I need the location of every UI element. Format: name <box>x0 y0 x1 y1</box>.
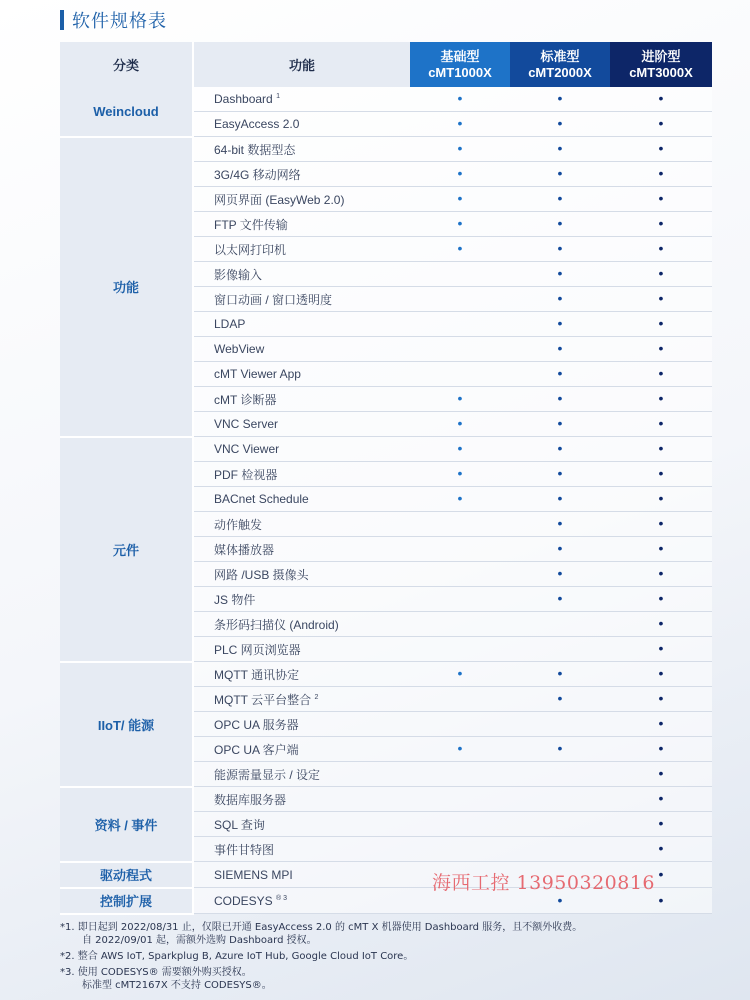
feature-cell <box>193 637 410 662</box>
feature-cell <box>193 837 410 862</box>
feature-cell <box>193 462 410 487</box>
feature-cell <box>193 187 410 212</box>
support-cell <box>610 512 712 537</box>
support-cell <box>510 437 610 462</box>
support-cell <box>510 637 610 662</box>
support-cell <box>510 212 610 237</box>
header-category: 分类 <box>60 42 193 87</box>
support-cell <box>410 812 510 837</box>
support-cell <box>510 362 610 387</box>
support-cell <box>610 362 712 387</box>
title-bar <box>60 9 167 31</box>
feature-label: MQTT 云平台整合 <box>214 692 312 707</box>
feature-cell <box>193 862 410 888</box>
model-name: cMT2000X <box>528 64 592 80</box>
support-cell <box>610 162 712 187</box>
support-dot: • <box>658 115 664 131</box>
support-cell <box>410 537 510 562</box>
support-cell <box>610 637 712 662</box>
support-cell <box>510 387 610 412</box>
support-dot: • <box>457 215 463 231</box>
support-cell <box>510 762 610 787</box>
feature-cell <box>193 587 410 612</box>
feature-label: LDAP <box>214 317 246 331</box>
feature-label: 窗口动画 / 窗口透明度 <box>214 292 333 307</box>
support-dot: • <box>557 690 563 706</box>
support-dot: • <box>557 490 563 506</box>
footnote-marker: *3. <box>60 967 75 978</box>
support-cell <box>410 637 510 662</box>
support-cell <box>410 362 510 387</box>
header-model-standard <box>510 42 610 87</box>
feature-cell <box>193 762 410 787</box>
support-dot: • <box>557 565 563 581</box>
support-dot: • <box>557 90 563 106</box>
feature-cell <box>193 162 410 187</box>
support-dot: • <box>658 665 664 681</box>
support-cell <box>510 237 610 262</box>
support-cell <box>510 537 610 562</box>
support-cell <box>510 612 610 637</box>
header-model-advanced <box>610 42 712 87</box>
support-cell <box>410 387 510 412</box>
feature-cell <box>193 312 410 337</box>
support-cell <box>410 262 510 287</box>
support-cell <box>510 412 610 437</box>
support-cell <box>410 412 510 437</box>
feature-cell <box>193 737 410 762</box>
support-cell <box>610 787 712 812</box>
support-dot: • <box>557 515 563 531</box>
support-cell <box>610 462 712 487</box>
support-cell <box>510 312 610 337</box>
footnote-text: 即日起到 2022/08/31 止，仅限已开通 EasyAccess 2.0 的 cMT X 机器使用 Dashboard 服务，且不额外收费。 <box>77 922 583 933</box>
feature-cell <box>193 812 410 837</box>
support-cell <box>410 762 510 787</box>
support-cell <box>610 237 712 262</box>
support-cell <box>510 187 610 212</box>
feature-label: 影像输入 <box>214 267 263 282</box>
feature-cell <box>193 87 410 112</box>
model-name: cMT3000X <box>629 64 693 80</box>
feature-label: 事件甘特图 <box>214 842 275 857</box>
feature-label: SQL 查询 <box>214 817 265 832</box>
feature-label: VNC Server <box>214 417 279 431</box>
support-dot: • <box>658 690 664 706</box>
support-dot: • <box>557 290 563 306</box>
support-dot: • <box>557 465 563 481</box>
support-dot: • <box>557 891 563 908</box>
support-cell <box>510 662 610 687</box>
support-dot: • <box>557 740 563 756</box>
feature-label: cMT Viewer App <box>214 367 301 381</box>
category-cell: 资料 / 事件 <box>60 787 193 862</box>
support-cell <box>510 787 610 812</box>
support-cell <box>610 712 712 737</box>
category-cell: 元件 <box>60 437 193 662</box>
feature-label: OPC UA 服务器 <box>214 717 299 732</box>
support-cell <box>410 87 510 112</box>
header-feature: 功能 <box>193 42 410 87</box>
support-cell <box>610 287 712 312</box>
category-cell: 功能 <box>60 137 193 437</box>
feature-label: WebView <box>214 342 265 356</box>
support-cell <box>410 587 510 612</box>
support-cell <box>510 837 610 862</box>
feature-cell <box>193 487 410 512</box>
footnote-3 <box>60 966 582 992</box>
support-cell <box>510 337 610 362</box>
feature-cell <box>193 262 410 287</box>
footnote-text: 自 2022/09/01 起，需额外选购 Dashboard 授权。 <box>82 935 317 946</box>
support-dot: • <box>658 515 664 531</box>
support-cell <box>610 87 712 112</box>
support-cell <box>610 112 712 137</box>
support-cell <box>610 587 712 612</box>
support-cell <box>410 112 510 137</box>
category-cell: IIoT/ 能源 <box>60 662 193 787</box>
support-dot: • <box>557 665 563 681</box>
support-cell <box>410 562 510 587</box>
support-dot: • <box>457 240 463 256</box>
feature-cell <box>193 512 410 537</box>
support-dot: • <box>658 365 664 381</box>
feature-cell <box>193 337 410 362</box>
feature-cell <box>193 112 410 137</box>
feature-label: 能源需量显示 / 设定 <box>214 767 321 782</box>
footnote-2 <box>60 950 582 963</box>
feature-label: 64-bit 数据型态 <box>214 142 296 157</box>
support-cell <box>410 787 510 812</box>
feature-cell <box>193 137 410 162</box>
support-dot: • <box>658 615 664 631</box>
support-cell <box>610 187 712 212</box>
feature-label: 网页界面 (EasyWeb 2.0) <box>214 192 345 207</box>
support-dot: • <box>557 415 563 431</box>
footnote-text: 使用 CODESYS® 需要额外购买授权。 <box>77 967 252 978</box>
support-cell <box>410 162 510 187</box>
support-cell <box>510 137 610 162</box>
support-cell <box>610 137 712 162</box>
support-cell <box>610 387 712 412</box>
support-dot: • <box>457 415 463 431</box>
feature-cell <box>193 362 410 387</box>
feature-label: 网路 /USB 摄像头 <box>214 567 309 582</box>
support-cell <box>610 662 712 687</box>
support-cell <box>410 462 510 487</box>
support-dot: • <box>658 165 664 181</box>
feature-label: SIEMENS MPI <box>214 867 293 882</box>
support-dot: • <box>658 340 664 356</box>
support-cell <box>410 312 510 337</box>
support-cell <box>610 737 712 762</box>
model-tier: 标准型 <box>540 48 580 64</box>
support-cell <box>510 737 610 762</box>
support-dot: • <box>658 865 664 882</box>
support-dot: • <box>557 190 563 206</box>
support-cell <box>610 687 712 712</box>
table-header-row <box>60 42 712 87</box>
support-cell <box>610 412 712 437</box>
support-dot: • <box>658 190 664 206</box>
feature-label: JS 物件 <box>214 592 256 607</box>
category-cell: Weincloud <box>60 87 193 137</box>
support-dot: • <box>658 790 664 806</box>
feature-cell <box>193 437 410 462</box>
feature-label: BACnet Schedule <box>214 492 309 506</box>
support-dot: • <box>658 715 664 731</box>
support-cell <box>410 287 510 312</box>
support-cell <box>410 487 510 512</box>
feature-label: CODESYS <box>214 893 273 908</box>
support-cell <box>510 812 610 837</box>
support-cell <box>510 487 610 512</box>
support-cell <box>510 512 610 537</box>
support-dot: • <box>457 440 463 456</box>
feature-cell <box>193 662 410 687</box>
support-cell <box>510 262 610 287</box>
support-dot: • <box>658 215 664 231</box>
feature-label: MQTT 通讯协定 <box>214 667 300 682</box>
support-cell <box>410 612 510 637</box>
feature-cell <box>193 387 410 412</box>
support-cell <box>610 312 712 337</box>
support-cell <box>410 512 510 537</box>
footnote-text: 整合 AWS IoT, Sparkplug B, Azure IoT Hub, Google Cloud IoT Core。 <box>77 951 414 962</box>
support-cell <box>610 562 712 587</box>
feature-label: 条形码扫描仪 (Android) <box>214 617 339 632</box>
support-dot: • <box>658 390 664 406</box>
support-cell <box>410 212 510 237</box>
support-dot: • <box>457 190 463 206</box>
support-dot: • <box>658 640 664 656</box>
support-dot: • <box>457 740 463 756</box>
support-dot: • <box>557 365 563 381</box>
category-cell: 控制扩展 <box>60 888 193 914</box>
support-dot: • <box>658 415 664 431</box>
support-cell <box>610 437 712 462</box>
support-dot: • <box>658 90 664 106</box>
feature-label: 3G/4G 移动网络 <box>214 167 301 182</box>
support-dot: • <box>658 315 664 331</box>
feature-cell <box>193 412 410 437</box>
support-cell <box>510 562 610 587</box>
support-dot: • <box>457 165 463 181</box>
support-cell <box>410 712 510 737</box>
support-cell <box>610 262 712 287</box>
support-cell <box>510 112 610 137</box>
feature-label: 以太网打印机 <box>214 242 287 257</box>
support-dot: • <box>557 140 563 156</box>
support-dot: • <box>658 891 664 908</box>
feature-cell <box>193 537 410 562</box>
support-dot: • <box>557 440 563 456</box>
support-dot: • <box>557 115 563 131</box>
support-dot: • <box>457 90 463 106</box>
watermark-text: 海西工控 13950320816 <box>432 872 656 894</box>
support-cell <box>610 337 712 362</box>
support-cell <box>510 162 610 187</box>
support-cell <box>410 187 510 212</box>
footnotes <box>60 921 582 995</box>
feature-label: PLC 网页浏览器 <box>214 642 301 657</box>
support-dot: • <box>658 840 664 856</box>
support-dot: • <box>557 390 563 406</box>
table-row <box>60 87 712 112</box>
feature-label: 数据库服务器 <box>214 792 287 807</box>
footnote-ref: 1 <box>276 93 280 100</box>
support-dot: • <box>658 290 664 306</box>
support-dot: • <box>557 340 563 356</box>
support-cell <box>410 137 510 162</box>
feature-cell <box>193 888 410 914</box>
support-dot: • <box>658 240 664 256</box>
support-cell <box>610 212 712 237</box>
support-dot: • <box>658 140 664 156</box>
footnote-ref: ® 3 <box>276 894 288 902</box>
support-cell <box>510 462 610 487</box>
header-model-basic <box>410 42 510 87</box>
support-cell <box>510 587 610 612</box>
feature-cell <box>193 287 410 312</box>
support-cell <box>510 287 610 312</box>
support-dot: • <box>557 240 563 256</box>
support-dot: • <box>658 490 664 506</box>
support-dot: • <box>658 590 664 606</box>
support-cell <box>410 662 510 687</box>
footnote-ref: 2 <box>314 693 319 701</box>
support-dot: • <box>658 765 664 781</box>
feature-cell <box>193 712 410 737</box>
feature-label: OPC UA 客户端 <box>214 742 299 757</box>
support-cell <box>410 687 510 712</box>
feature-label: Dashboard <box>214 92 273 106</box>
footnote-text: 标准型 cMT2167X 不支持 CODESYS®。 <box>82 980 272 991</box>
feature-cell <box>193 612 410 637</box>
support-dot: • <box>658 465 664 481</box>
feature-cell <box>193 562 410 587</box>
support-cell <box>510 712 610 737</box>
feature-label: cMT 诊断器 <box>214 392 277 407</box>
support-dot: • <box>658 565 664 581</box>
support-dot: • <box>658 540 664 556</box>
support-dot: • <box>457 490 463 506</box>
support-dot: • <box>557 590 563 606</box>
support-dot: • <box>658 440 664 456</box>
feature-label: EasyAccess 2.0 <box>214 117 300 131</box>
support-dot: • <box>557 540 563 556</box>
support-cell <box>610 537 712 562</box>
support-dot: • <box>557 265 563 281</box>
category-cell: 驱动程式 <box>60 862 193 888</box>
feature-label: PDF 检视器 <box>214 467 278 482</box>
feature-cell <box>193 787 410 812</box>
feature-cell <box>193 212 410 237</box>
support-cell <box>610 612 712 637</box>
support-dot: • <box>457 390 463 406</box>
support-dot: • <box>457 465 463 481</box>
footnote-marker: *1. <box>60 922 75 933</box>
table-body <box>60 87 712 914</box>
support-dot: • <box>658 815 664 831</box>
page-title: 软件规格表 <box>72 11 167 31</box>
support-dot: • <box>457 140 463 156</box>
support-cell <box>410 237 510 262</box>
support-cell <box>510 87 610 112</box>
support-dot: • <box>557 215 563 231</box>
feature-label: VNC Viewer <box>214 442 280 456</box>
support-cell <box>610 762 712 787</box>
feature-cell <box>193 687 410 712</box>
support-cell <box>410 337 510 362</box>
support-dot: • <box>457 115 463 131</box>
feature-label: 媒体播放器 <box>214 542 275 557</box>
support-cell <box>610 837 712 862</box>
support-cell <box>610 812 712 837</box>
table-row <box>60 437 712 462</box>
feature-cell <box>193 237 410 262</box>
table-row <box>60 137 712 162</box>
spec-table <box>60 42 712 915</box>
footnote-1 <box>60 921 582 947</box>
support-dot: • <box>557 165 563 181</box>
support-dot: • <box>658 740 664 756</box>
support-cell <box>410 837 510 862</box>
support-cell <box>410 737 510 762</box>
table-row <box>60 662 712 687</box>
support-cell <box>510 687 610 712</box>
support-cell <box>610 487 712 512</box>
model-tier: 进阶型 <box>641 48 681 64</box>
table-row <box>60 787 712 812</box>
footnote-marker: *2. <box>60 951 75 962</box>
model-name: cMT1000X <box>428 64 492 80</box>
feature-label: FTP 文件传输 <box>214 217 288 232</box>
support-dot: • <box>658 265 664 281</box>
support-dot: • <box>557 315 563 331</box>
support-dot: • <box>457 665 463 681</box>
support-cell <box>410 437 510 462</box>
model-tier: 基础型 <box>440 48 480 64</box>
title-accent-bar <box>60 10 64 30</box>
feature-label: 动作触发 <box>214 517 263 532</box>
